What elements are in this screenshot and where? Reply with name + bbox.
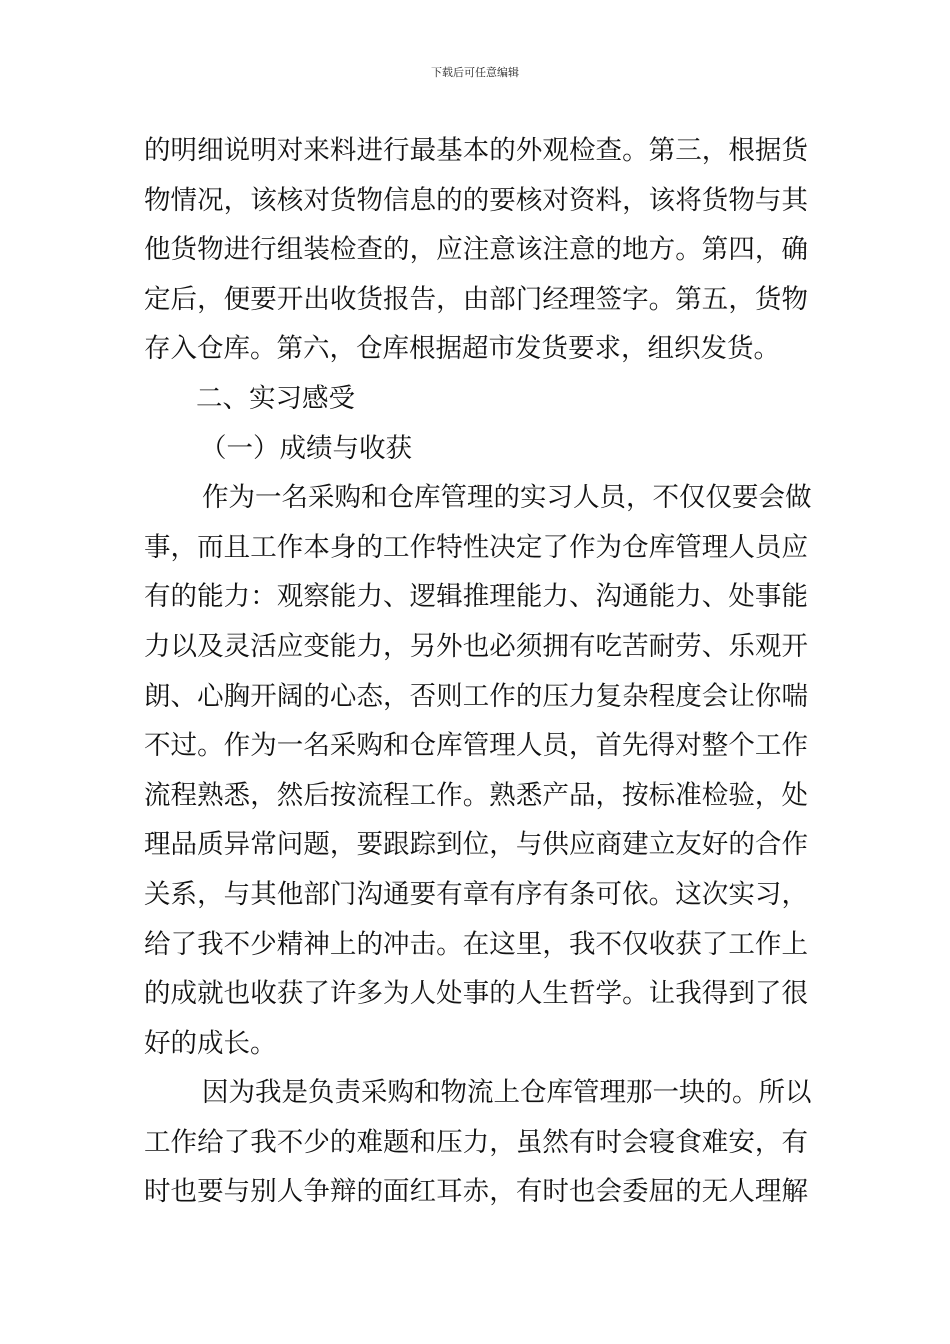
text-line: 存入仓库。第六，仓库根据超市发货要求，组织发货。 (144, 333, 780, 365)
text-line: 他货物进行组装检查的，应注意该注意的地方。第四，确 (144, 234, 808, 266)
paragraph-first-line: 作为一名采购和仓库管理的实习人员，不仅仅要会做 (202, 482, 812, 514)
text-line: 朗、心胸开阔的心态，否则工作的压力复杂程度会让你喘 (144, 680, 808, 712)
text-line: 流程熟悉，然后按流程工作。熟悉产品，按标准检验，处 (144, 779, 808, 811)
page-header: 下载后可任意编辑 (431, 66, 519, 79)
text-line: 的明细说明对来料进行最基本的外观检查。第三，根据货 (144, 135, 808, 166)
text-line: 的成就也收获了许多为人处事的人生哲学。让我得到了很 (144, 978, 808, 1010)
section-heading: 二、实习感受 (196, 382, 355, 414)
text-line: 时也要与别人争辩的面红耳赤，有时也会委屈的无人理解 (144, 1176, 808, 1208)
text-line: 事，而且工作本身的工作特性决定了作为仓库管理人员应 (144, 531, 808, 563)
text-line: 力以及灵活应变能力，另外也必须拥有吃苦耐劳、乐观开 (144, 630, 808, 662)
subsection-heading: （一）成绩与收获 (200, 432, 412, 464)
text-line: 工作给了我不少的难题和压力，虽然有时会寝食难安，有 (144, 1126, 808, 1158)
text-line: 不过。作为一名采购和仓库管理人员，首先得对整个工作 (144, 730, 808, 762)
paragraph-first-line: 因为我是负责采购和物流上仓库管理那一块的。所以 (202, 1077, 812, 1109)
text-line: 物情况，该核对货物信息的的要核对资料，该将货物与其 (144, 184, 808, 216)
text-line: 定后，便要开出收货报告，由部门经理签字。第五，货物 (144, 283, 808, 315)
text-line: 好的成长。 (144, 1027, 277, 1059)
text-line: 有的能力：观察能力、逻辑推理能力、沟通能力、处事能 (144, 581, 808, 613)
text-line: 关系，与其他部门沟通要有章有序有条可依。这次实习， (144, 878, 808, 910)
text-line: 给了我不少精神上的冲击。在这里，我不仅收获了工作上 (144, 928, 808, 960)
document-body (144, 126, 812, 1217)
text-line: 理品质异常问题，要跟踪到位，与供应商建立友好的合作 (144, 829, 808, 861)
